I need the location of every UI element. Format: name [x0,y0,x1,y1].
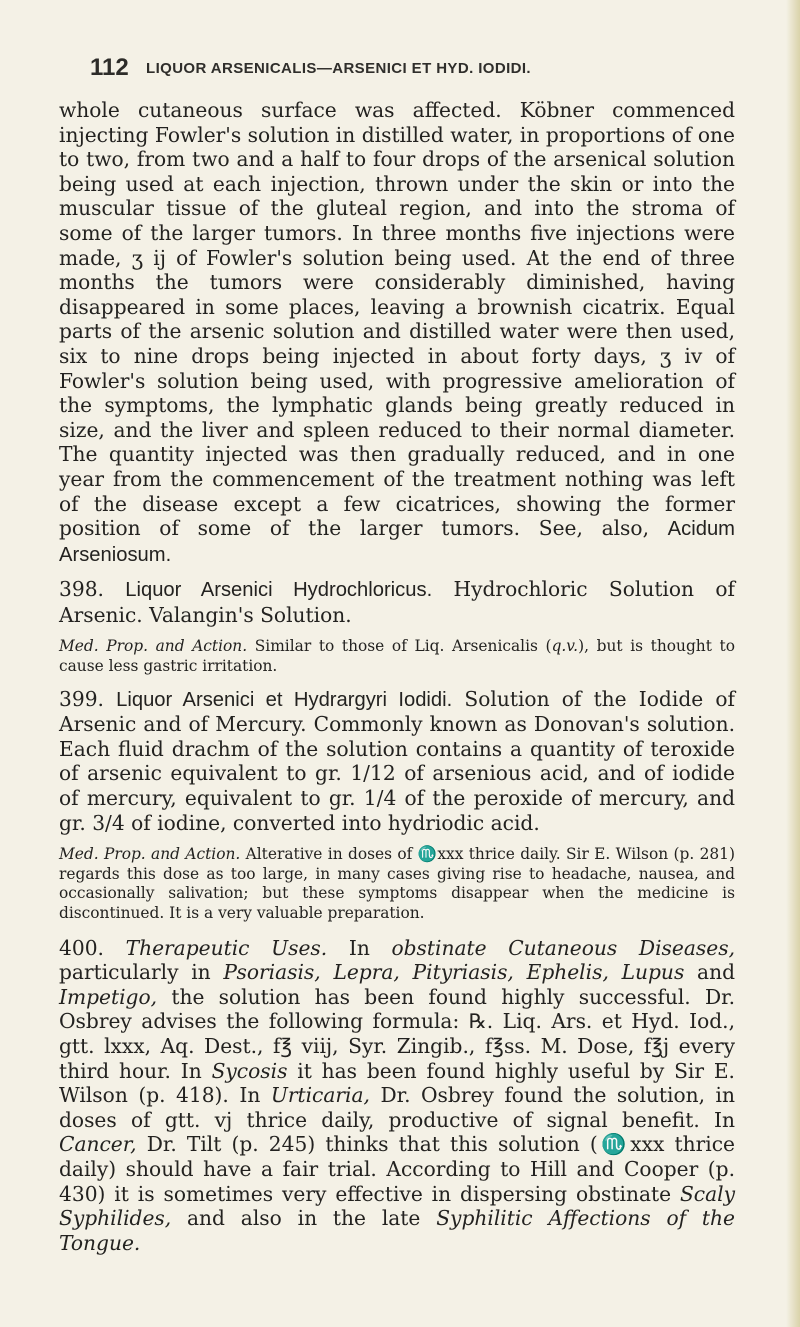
text-run: In [327,935,392,960]
entry-399-description: Solution of the Iodide of Arsenic and of Mercury. Commonly known as Donovan's solution. Each fluid drachm of the solution contains a quantity of teroxide of arsenic equivalent to gr. 1/12 of arsenious acid, and of iodide of mercury, equivalent to gr. 1/4 of the peroxide of mercury, and gr. 3/4 of iodine, converted into hydriodic acid. [59,686,735,835]
entry-398-title: Liquor Arsenici Hydrochloricus. [125,579,433,602]
running-header [90,54,730,80]
entry-399-med-prop [59,845,735,923]
entry-398-med-prop [59,637,735,676]
intro-text: whole cutaneous surface was affected. Köbner commenced injecting Fowler's solution in distilled water, in proportions of one to two, from two and a half to four drops of the arsenical solution being used at each injection, thrown under the skin or into the muscular tissue of the gluteal region, and into the stroma of some of the larger tumors. In three months five injections were made, ʒ ij of Fowler's solution being used. At the end of three months the tumors were considerably diminished, having disappeared in some places, leaving a brownish cicatrix. Equal parts of the arsenic solution and distilled water were then used, six to nine drops being injected in about forty days, ʒ iv of Fowler's solution being used, with progressive amelioration of the symptoms, the lymphatic glands being greatly reduced in size, and the liver and spleen reduced to their normal diameter. The quantity injected was then gradually reduced, and in one year from the commencement of the treatment nothing was left of the disease except a few cicatrices, showing the former position of some of the larger tumors. See, also, [59,98,735,541]
text-run: Dr. Tilt (p. 245) thinks that this solution (♏xxx thrice daily) should have a fair trial. According to Hill and Cooper (p. 430) it is sometimes very effective in dispersing obstinate [59,1132,735,1206]
entry-398 [59,577,735,627]
urticaria: Urticaria, [270,1083,370,1108]
med-prop-label: Med. Prop. and Action. [59,845,241,864]
page-number: 112 [90,54,129,81]
sycosis: Sycosis [211,1058,288,1083]
med-prop-label: Med. Prop. and Action. [59,637,248,656]
entry-400 [59,936,735,1256]
disease-list: Psoriasis, Lepra, Pityriasis, Ephelis, Lupus [223,960,685,985]
therapeutic-uses-heading: Therapeutic Uses. [125,935,328,960]
page-text [59,98,735,1255]
med-prop-qv: q.v. [551,637,579,656]
med-prop-text: Alterative in doses of ♏xxx thrice daily. Sir E. Wilson (p. 281) regards this dose as too large, in many cases giving rise to headache, nausea, and occasionally salivation; but these symptoms disappear when the medicine is discontinued. It is a very valuable preparation. [59,845,735,922]
entry-399 [59,687,735,836]
med-prop-end: ), but is thought to cause less gastric irritation. [59,637,735,676]
running-head-title: LIQUOR ARSENICALIS—ARSENICI ET HYD. IODIDI. [146,60,532,77]
cancer: Cancer, [59,1132,137,1157]
formula-text: the solution has been found highly successful. Dr. Osbrey advises the following formula: ℞. Liq. Ars. et Hyd. Iod., gtt. lxxx, Aq. Dest., f℥ viij, Syr. Zingib., f℥ss. M. Dose, f℥j every third hour. In [59,984,735,1083]
scaly-syphilides: Scaly Syphilides, [59,1181,735,1231]
page-edge-shadow [786,0,800,1327]
text-run: and [684,960,736,985]
entry-398-description: Hydrochloric Solution of Arsenic. Valangin's Solution. [59,577,735,627]
entry-398-number: 398. [59,577,104,602]
entry-400-number: 400. [59,935,104,960]
entry-399-title: Liquor Arsenici et Hydrargyri Iodidi. [116,688,453,711]
paragraph-intro [59,98,735,567]
cross-reference-acidum-arseniosum: Acidum Arseniosum. [59,518,735,566]
text-run: Dr. Osbrey found the solution, in doses of gtt. vj thrice daily, productive of signal benefit. In [59,1083,735,1132]
impetigo: Impetigo, [59,984,158,1009]
text-run: it has been found highly useful by Sir E. Wilson (p. 418). In [59,1058,735,1108]
entry-399-number: 399. [59,686,104,711]
syphilitic-affections: Syphilitic Affections of the Tongue. [59,1206,735,1255]
med-prop-text: Similar to those of Liq. Arsenicalis ( [247,637,552,656]
text-run: and also in the late [171,1206,437,1231]
text-run: particularly in [59,960,224,985]
obstinate-cutaneous-diseases: obstinate Cutaneous Diseases, [391,935,735,960]
